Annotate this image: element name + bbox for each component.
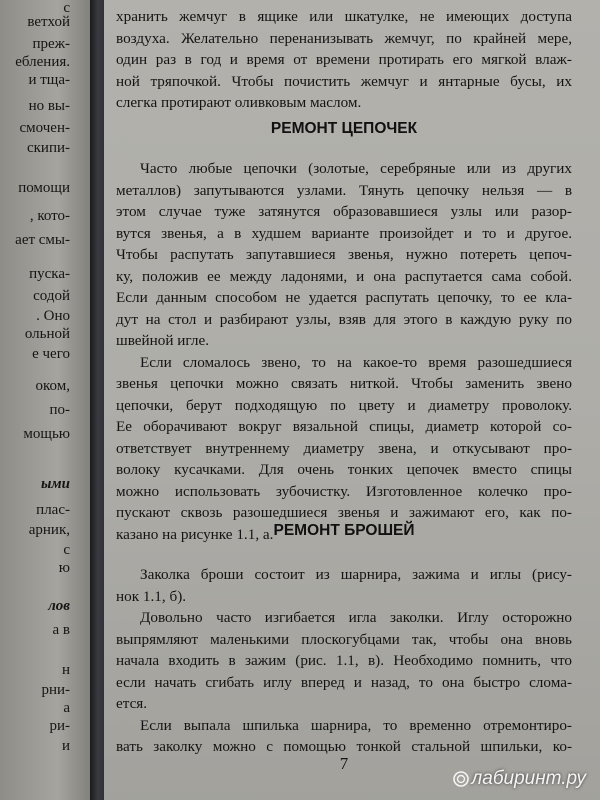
text-line: воздуха. Желательно перенанизывать жемчуг, по крайней мере, [116,29,572,47]
text-line: Довольно часто изгибается игла заколки. Иглу осторожно [140,609,572,626]
left-page-fragment: ольной [24,326,70,342]
text-line: можно использовать зубочистку. Изготовленное колечко про- [116,482,572,500]
left-page-fragment: лов [48,598,70,614]
left-page-fragment: оком, [35,378,70,394]
text-line: ответствует внутреннему диаметру звена, и откусывают про- [116,439,572,457]
left-page-fragment: а [63,700,70,716]
text-line: пускают сквозь разошедшиеся звенья и зажимают его, как по- [116,504,572,521]
left-page-fragment: , кото- [29,208,70,224]
watermark [453,768,586,790]
text-line: один раз в год и время от времени протирать его мягкой влаж- [116,51,572,68]
labirint-logo-icon [453,771,469,787]
left-page-fragment: . Оно [36,308,70,324]
text-line: звенья цепочки можно связать ниткой. Чтобы заменить звено [116,375,572,392]
left-page-fragment: ебления. [15,54,70,70]
text-line: выпрямляют маленькими плоскогубцами так, чтобы она вновь [116,630,572,648]
left-page-fragment: а в [52,622,70,638]
text-line: ется. [116,695,148,712]
text-line: Если сломалось звено, то на какое-то время разошедшиеся [140,353,572,371]
text-line: металлов) запутываются узлами. Тянуть цепочку нельзя — в [116,181,572,199]
text-line: вать заколку можно с помощью тонкой стальной шпильки, ко- [116,738,572,755]
section-heading-brooches: РЕМОНТ БРОШЕЙ [273,522,415,539]
text-line: дут на стол и разбирают узлы, взяв для этого в каждую руку по [116,310,572,328]
left-page-fragment: с [63,0,70,16]
section-heading-chains: РЕМОНТ ЦЕПОЧЕК [270,120,418,137]
left-page-fragment: скипи- [26,140,70,156]
text-line: волоку кусачками. Для очень тонких цепочек вместо спицы [116,461,572,478]
left-page-fragment: рни- [41,682,70,698]
left-page-fragment: по- [49,402,70,418]
text-line: если начать сгибать иглу вперед и назад, то она быстро слома- [116,673,572,691]
text-line: Заколка броши состоит из шарнира, зажима и иглы (рису- [140,566,572,583]
text-line: нок 1.1, б). [116,587,187,605]
left-page-fragment: но вы- [28,98,70,114]
left-facing-page [0,0,96,800]
text-line: слегка протирают оливковым маслом. [116,94,362,111]
left-page-fragment: арник, [28,522,70,538]
left-page-fragment: ыми [40,476,70,492]
left-page-fragment: мощью [23,426,70,442]
left-page-fragment: содой [33,288,70,304]
text-line: этом случае туже затянутся образовавшиеся узлы или разор- [116,203,572,220]
text-line: вутся звенья, а в худшем варианте произойдет и то и другое. [116,224,572,242]
left-page-fragment: и тща- [28,72,70,88]
left-page-fragment: ю [58,560,70,576]
text-line: Если данным способом не удается распутать цепочку, то ее кла- [116,289,572,306]
text-line: цепочки, берут подходящую по цвету и диаметру проволоку. [116,396,572,414]
text-line: Часто любые цепочки (золотые, серебряные или из других [140,160,572,177]
text-line: Ее оборачивают вокруг вязальной спицы, диаметр которой со- [116,418,572,435]
left-page-fragment: пуска- [29,266,70,282]
left-page-fragment: е чего [32,346,70,362]
text-line: хранить жемчуг в ящике или шкатулке, не имеющих доступа [116,8,572,25]
left-page-fragment: смочен- [19,120,70,136]
text-line: ку, положив ее между ладонями, и она распутается сама собой. [116,267,572,285]
left-page-fragment: и [61,738,70,754]
text-line: ной тряпочкой. Чтобы почистить жемчуг и янтарные бусы, их [116,72,572,90]
left-page-fragment: ри- [49,718,70,734]
left-page-fragment: помощи [18,180,70,196]
left-page-fragment: с [63,542,70,558]
text-line: швейной игле. [116,332,209,349]
left-page-fragment: плас- [36,502,70,518]
left-page-fragment: ает смы- [15,232,70,248]
text-line: начала входить в зажим (рис. 1.1, в). Необходимо помнить, что [116,652,572,669]
page-number: 7 [339,754,349,773]
text-line: Если выпала шпилька шарнира, то временно отремонтиро- [140,716,572,734]
watermark-text: лабиринт.ру [471,768,586,789]
right-page [104,0,600,800]
left-page-fragment: ветхой [27,14,70,30]
text-line: казано на рисунке 1.1, а. [116,525,274,543]
left-page-fragment: н [61,662,70,678]
left-page-fragment: преж- [32,36,70,52]
text-line: Чтобы распутать запутавшиеся звенья, нужно потереть цепоч- [116,246,572,263]
